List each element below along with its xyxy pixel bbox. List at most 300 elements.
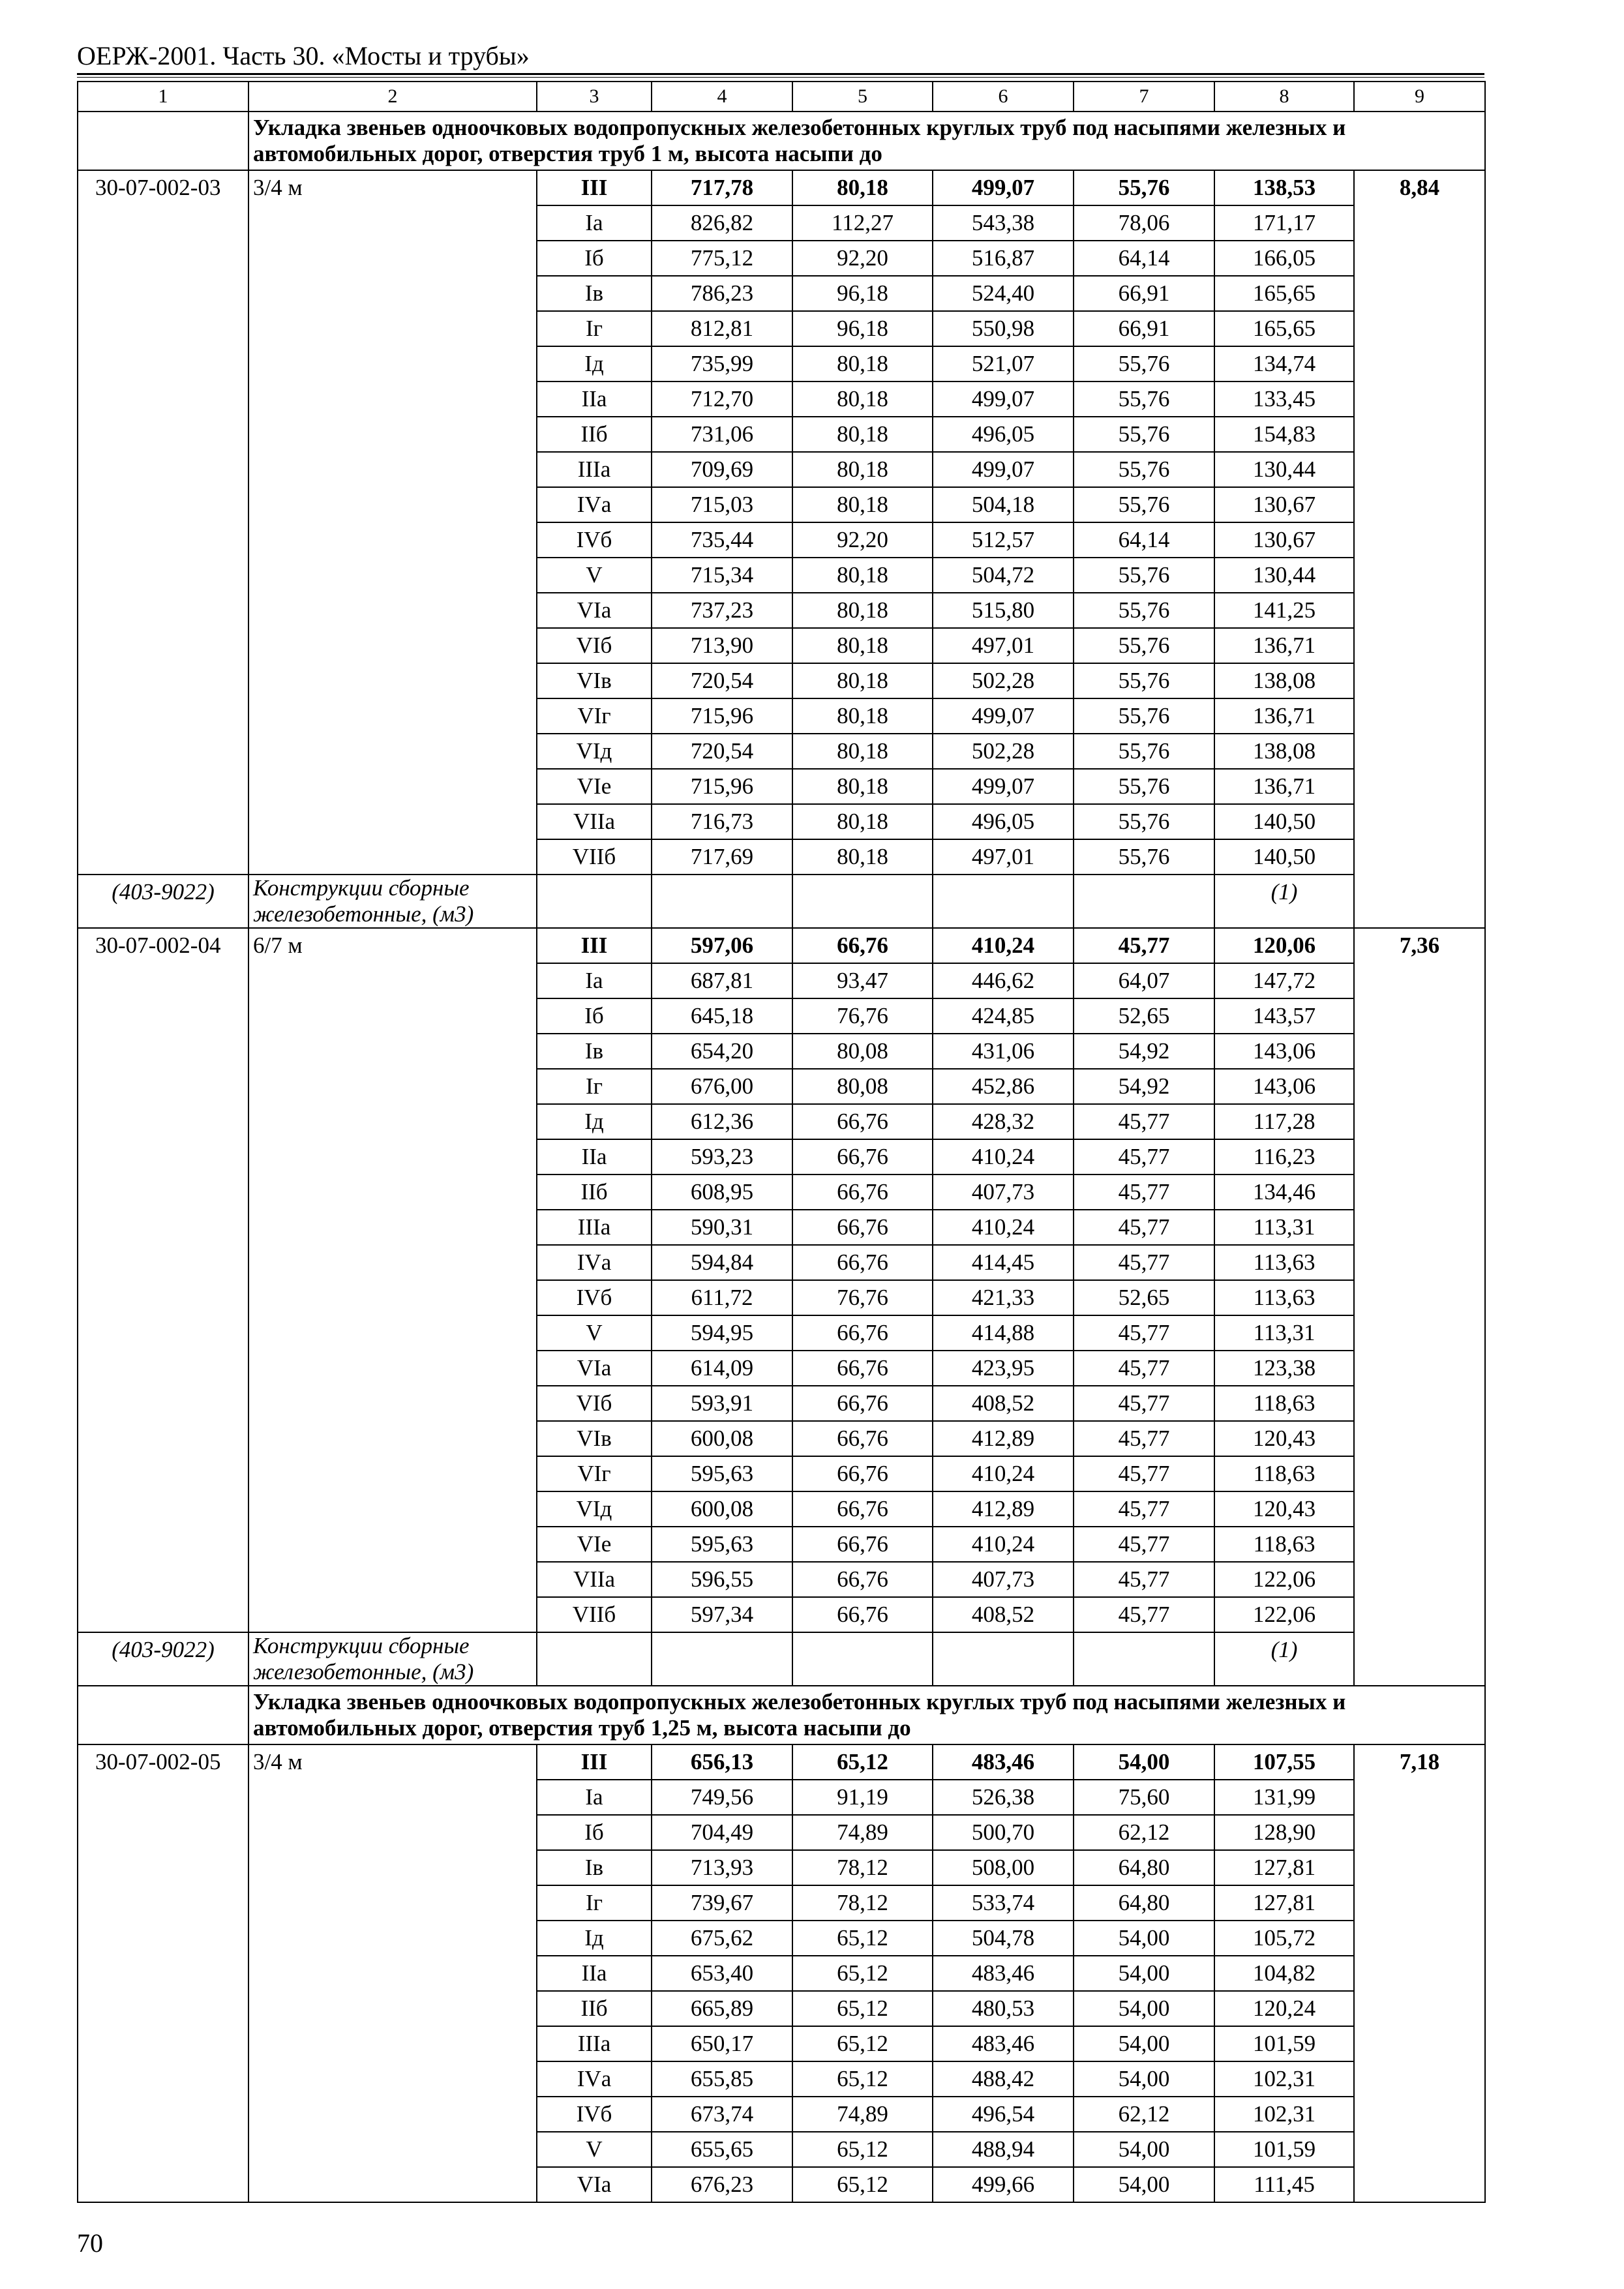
rate-value: 140,50	[1214, 804, 1354, 839]
rate-value: 590,31	[652, 1210, 792, 1245]
blank-cell	[78, 1686, 248, 1744]
rate-value: 504,78	[933, 1921, 1074, 1956]
rate-value: 786,23	[652, 276, 792, 311]
climate-zone: Iг	[537, 1069, 652, 1104]
rate-value: 165,65	[1214, 311, 1354, 346]
rate-value: 550,98	[933, 311, 1074, 346]
rate-value: 75,60	[1074, 1780, 1214, 1815]
rate-value: 80,18	[792, 382, 933, 417]
rate-value: 45,77	[1074, 1210, 1214, 1245]
climate-zone: V	[537, 2132, 652, 2167]
rate-value: 500,70	[933, 1815, 1074, 1850]
empty-cell	[792, 1632, 933, 1686]
rate-value: 138,53	[1214, 170, 1354, 205]
rate-value: 483,46	[933, 1744, 1074, 1780]
rate-value: 655,85	[652, 2061, 792, 2097]
construction-quantity: (1)	[1214, 1632, 1354, 1686]
rate-value: 55,76	[1074, 170, 1214, 205]
rate-value: 64,07	[1074, 963, 1214, 998]
page-number: 70	[77, 2228, 103, 2258]
rate-value: 502,28	[933, 734, 1074, 769]
climate-zone: III	[537, 928, 652, 963]
rate-value: 130,67	[1214, 522, 1354, 558]
rate-value: 64,14	[1074, 522, 1214, 558]
rate-value: 715,96	[652, 698, 792, 734]
rate-value: 452,86	[933, 1069, 1074, 1104]
rate-value: 138,08	[1214, 734, 1354, 769]
rate-value: 502,28	[933, 663, 1074, 698]
rate-value: 136,71	[1214, 769, 1354, 804]
rate-value: 54,92	[1074, 1069, 1214, 1104]
climate-zone: IIIа	[537, 452, 652, 487]
rate-value: 504,72	[933, 558, 1074, 593]
rate-value: 614,09	[652, 1351, 792, 1386]
rate-value: 65,12	[792, 1921, 933, 1956]
rate-value: 499,07	[933, 382, 1074, 417]
climate-zone: Iг	[537, 311, 652, 346]
column-number: 4	[652, 82, 792, 112]
rate-value: 410,24	[933, 1210, 1074, 1245]
climate-zone: Iб	[537, 998, 652, 1034]
rate-value: 55,76	[1074, 804, 1214, 839]
rate-value: 431,06	[933, 1034, 1074, 1069]
climate-zone: Iд	[537, 1104, 652, 1139]
rate-value: 113,31	[1214, 1210, 1354, 1245]
rate-value: 166,05	[1214, 241, 1354, 276]
rate-value: 116,23	[1214, 1139, 1354, 1174]
rate-value: 120,06	[1214, 928, 1354, 963]
labor-value: 7,36	[1354, 928, 1485, 1686]
rate-value: 54,00	[1074, 2167, 1214, 2202]
rate-value: 521,07	[933, 346, 1074, 382]
climate-zone: IVа	[537, 487, 652, 522]
rate-value: 165,65	[1214, 276, 1354, 311]
climate-zone: VIг	[537, 1456, 652, 1491]
rate-value: 138,08	[1214, 663, 1354, 698]
rate-value: 133,45	[1214, 382, 1354, 417]
rate-value: 55,76	[1074, 663, 1214, 698]
rate-value: 715,96	[652, 769, 792, 804]
rate-value: 595,63	[652, 1527, 792, 1562]
rate-value: 645,18	[652, 998, 792, 1034]
climate-zone: Iб	[537, 241, 652, 276]
rate-value: 499,66	[933, 2167, 1074, 2202]
rate-value: 687,81	[652, 963, 792, 998]
rate-value: 676,00	[652, 1069, 792, 1104]
rate-value: 499,07	[933, 769, 1074, 804]
rate-value: 497,01	[933, 628, 1074, 663]
rate-value: 136,71	[1214, 628, 1354, 663]
rate-value: 499,07	[933, 170, 1074, 205]
rate-value: 716,73	[652, 804, 792, 839]
rate-value: 410,24	[933, 1139, 1074, 1174]
rate-value: 128,90	[1214, 1815, 1354, 1850]
climate-zone: Iд	[537, 346, 652, 382]
rate-value: 45,77	[1074, 1527, 1214, 1562]
rate-value: 499,07	[933, 698, 1074, 734]
project-reference: (403-9022)	[78, 875, 248, 928]
climate-zone: VIIб	[537, 839, 652, 875]
climate-zone: VIе	[537, 769, 652, 804]
rate-value: 600,08	[652, 1421, 792, 1456]
page-header: ОЕРЖ-2001. Часть 30. «Мосты и трубы»	[77, 41, 530, 70]
rate-value: 52,65	[1074, 998, 1214, 1034]
rate-value: 118,63	[1214, 1527, 1354, 1562]
rate-value: 55,76	[1074, 628, 1214, 663]
rate-value: 102,31	[1214, 2061, 1354, 2097]
climate-zone: VIе	[537, 1527, 652, 1562]
rate-value: 446,62	[933, 963, 1074, 998]
rate-value: 141,25	[1214, 593, 1354, 628]
rate-value: 715,03	[652, 487, 792, 522]
empty-cell	[652, 875, 792, 928]
rate-value: 66,76	[792, 1386, 933, 1421]
rate-value: 66,76	[792, 1139, 933, 1174]
rate-value: 130,67	[1214, 487, 1354, 522]
rate-value: 78,06	[1074, 205, 1214, 241]
climate-zone: VIа	[537, 2167, 652, 2202]
construction-label: Конструкции сборные железобетонные, (м3)	[248, 1632, 537, 1686]
rate-value: 136,71	[1214, 698, 1354, 734]
rate-value: 55,76	[1074, 417, 1214, 452]
rate-value: 650,17	[652, 2026, 792, 2061]
rate-value: 66,76	[792, 1315, 933, 1351]
column-number: 7	[1074, 82, 1214, 112]
climate-zone: IIа	[537, 1956, 652, 1991]
header-rule	[77, 73, 1484, 75]
rate-value: 826,82	[652, 205, 792, 241]
rate-value: 673,74	[652, 2097, 792, 2132]
embankment-height: 3/4 м	[248, 170, 537, 875]
rate-value: 66,76	[792, 1527, 933, 1562]
rate-value: 120,43	[1214, 1491, 1354, 1527]
rate-value: 488,94	[933, 2132, 1074, 2167]
header-rule-thin	[77, 77, 1484, 78]
rate-value: 80,08	[792, 1069, 933, 1104]
rate-value: 424,85	[933, 998, 1074, 1034]
rate-value: 66,76	[792, 1456, 933, 1491]
rate-value: 80,18	[792, 593, 933, 628]
rate-value: 117,28	[1214, 1104, 1354, 1139]
climate-zone: VIд	[537, 734, 652, 769]
climate-zone: V	[537, 1315, 652, 1351]
rate-value: 80,18	[792, 663, 933, 698]
rate-value: 112,27	[792, 205, 933, 241]
rate-value: 45,77	[1074, 928, 1214, 963]
rate-value: 140,50	[1214, 839, 1354, 875]
rate-value: 96,18	[792, 311, 933, 346]
rate-code: 30-07-002-03	[78, 170, 248, 875]
climate-zone: IVб	[537, 1280, 652, 1315]
blank-cell	[78, 112, 248, 170]
rate-value: 65,12	[792, 2061, 933, 2097]
section-title: Укладка звеньев одноочковых водопропускных железобетонных круглых труб под насыпями железных и автомобильных дорог, отверстия труб 1,25 м, высота насыпи до	[248, 1686, 1485, 1744]
rate-value: 408,52	[933, 1597, 1074, 1632]
column-number: 3	[537, 82, 652, 112]
rate-value: 134,74	[1214, 346, 1354, 382]
climate-zone: Iд	[537, 1921, 652, 1956]
rate-value: 496,05	[933, 417, 1074, 452]
rate-value: 597,34	[652, 1597, 792, 1632]
rate-value: 54,00	[1074, 1956, 1214, 1991]
rate-value: 62,12	[1074, 1815, 1214, 1850]
rate-value: 76,76	[792, 998, 933, 1034]
empty-cell	[933, 875, 1074, 928]
rate-value: 713,93	[652, 1850, 792, 1885]
rate-value: 55,76	[1074, 487, 1214, 522]
rate-value: 130,44	[1214, 452, 1354, 487]
rate-value: 483,46	[933, 2026, 1074, 2061]
table-row	[78, 170, 1485, 205]
rate-value: 704,49	[652, 1815, 792, 1850]
rate-value: 154,83	[1214, 417, 1354, 452]
rate-value: 91,19	[792, 1780, 933, 1815]
rate-value: 45,77	[1074, 1421, 1214, 1456]
climate-zone: IVб	[537, 2097, 652, 2132]
rate-value: 412,89	[933, 1421, 1074, 1456]
rate-value: 45,77	[1074, 1351, 1214, 1386]
climate-zone: III	[537, 170, 652, 205]
rate-value: 45,77	[1074, 1315, 1214, 1351]
rate-value: 127,81	[1214, 1850, 1354, 1885]
rate-value: 66,76	[792, 1174, 933, 1210]
rate-value: 713,90	[652, 628, 792, 663]
rate-value: 54,00	[1074, 1744, 1214, 1780]
rate-value: 93,47	[792, 963, 933, 998]
empty-cell	[1074, 1632, 1214, 1686]
rate-value: 715,34	[652, 558, 792, 593]
rate-value: 80,18	[792, 452, 933, 487]
rate-value: 65,12	[792, 2132, 933, 2167]
rate-value: 66,76	[792, 928, 933, 963]
rate-value: 524,40	[933, 276, 1074, 311]
climate-zone: IIIа	[537, 2026, 652, 2061]
rate-value: 65,12	[792, 1991, 933, 2026]
column-number: 1	[78, 82, 248, 112]
climate-zone: VIв	[537, 1421, 652, 1456]
climate-zone: Iв	[537, 276, 652, 311]
rate-value: 55,76	[1074, 558, 1214, 593]
rate-value: 122,06	[1214, 1597, 1354, 1632]
empty-cell	[792, 875, 933, 928]
rate-value: 593,91	[652, 1386, 792, 1421]
rate-value: 66,76	[792, 1210, 933, 1245]
rate-value: 54,00	[1074, 2026, 1214, 2061]
rate-code: 30-07-002-04	[78, 928, 248, 1632]
embankment-height: 3/4 м	[248, 1744, 537, 2202]
rate-value: 54,00	[1074, 1921, 1214, 1956]
rate-value: 171,17	[1214, 205, 1354, 241]
rate-value: 92,20	[792, 241, 933, 276]
climate-zone: IIб	[537, 1991, 652, 2026]
climate-zone: Iа	[537, 1780, 652, 1815]
rate-value: 596,55	[652, 1562, 792, 1597]
rate-value: 55,76	[1074, 839, 1214, 875]
rate-value: 66,76	[792, 1104, 933, 1139]
climate-zone: VIб	[537, 1386, 652, 1421]
rate-value: 496,54	[933, 2097, 1074, 2132]
climate-zone: IIб	[537, 417, 652, 452]
rate-value: 45,77	[1074, 1174, 1214, 1210]
rate-value: 45,77	[1074, 1104, 1214, 1139]
rate-value: 80,18	[792, 487, 933, 522]
rate-value: 96,18	[792, 276, 933, 311]
empty-cell	[652, 1632, 792, 1686]
rate-value: 675,62	[652, 1921, 792, 1956]
rate-value: 45,77	[1074, 1562, 1214, 1597]
climate-zone: VIд	[537, 1491, 652, 1527]
rate-value: 54,00	[1074, 1991, 1214, 2026]
rate-value: 533,74	[933, 1885, 1074, 1921]
column-number-row	[78, 82, 1485, 112]
rate-value: 76,76	[792, 1280, 933, 1315]
climate-zone: Iв	[537, 1850, 652, 1885]
rate-value: 611,72	[652, 1280, 792, 1315]
column-number: 6	[933, 82, 1074, 112]
rate-value: 508,00	[933, 1850, 1074, 1885]
climate-zone: Iг	[537, 1885, 652, 1921]
rate-value: 665,89	[652, 1991, 792, 2026]
rate-value: 608,95	[652, 1174, 792, 1210]
labor-value: 8,84	[1354, 170, 1485, 928]
rate-value: 80,08	[792, 1034, 933, 1069]
rate-value: 526,38	[933, 1780, 1074, 1815]
empty-cell	[537, 875, 652, 928]
rate-value: 74,89	[792, 2097, 933, 2132]
rate-value: 414,45	[933, 1245, 1074, 1280]
rate-value: 66,91	[1074, 311, 1214, 346]
table-row	[78, 928, 1485, 963]
climate-zone: IIIа	[537, 1210, 652, 1245]
rate-value: 120,43	[1214, 1421, 1354, 1456]
rate-value: 720,54	[652, 663, 792, 698]
rate-value: 55,76	[1074, 734, 1214, 769]
rate-value: 80,18	[792, 734, 933, 769]
rate-value: 775,12	[652, 241, 792, 276]
section-title: Укладка звеньев одноочковых водопропускных железобетонных круглых труб под насыпями железных и автомобильных дорог, отверстия труб 1 м, высота насыпи до	[248, 112, 1485, 170]
rate-value: 735,44	[652, 522, 792, 558]
rate-value: 74,89	[792, 1815, 933, 1850]
rate-value: 105,72	[1214, 1921, 1354, 1956]
rate-value: 64,80	[1074, 1885, 1214, 1921]
rate-value: 749,56	[652, 1780, 792, 1815]
rate-value: 65,12	[792, 1744, 933, 1780]
rate-value: 131,99	[1214, 1780, 1354, 1815]
rate-value: 101,59	[1214, 2026, 1354, 2061]
construction-label: Конструкции сборные железобетонные, (м3)	[248, 875, 537, 928]
rate-value: 134,46	[1214, 1174, 1354, 1210]
rate-value: 410,24	[933, 1527, 1074, 1562]
rate-value: 111,45	[1214, 2167, 1354, 2202]
rate-value: 120,24	[1214, 1991, 1354, 2026]
rate-value: 62,12	[1074, 2097, 1214, 2132]
rate-value: 428,32	[933, 1104, 1074, 1139]
construction-row	[78, 1632, 1485, 1686]
rate-value: 720,54	[652, 734, 792, 769]
rate-value: 66,76	[792, 1421, 933, 1456]
rate-value: 412,89	[933, 1491, 1074, 1527]
rate-value: 717,69	[652, 839, 792, 875]
rate-value: 595,63	[652, 1456, 792, 1491]
climate-zone: IVа	[537, 2061, 652, 2097]
construction-quantity: (1)	[1214, 875, 1354, 928]
rate-value: 737,23	[652, 593, 792, 628]
rate-value: 65,12	[792, 1956, 933, 1991]
climate-zone: V	[537, 558, 652, 593]
rate-value: 54,00	[1074, 2061, 1214, 2097]
rate-value: 55,76	[1074, 698, 1214, 734]
rate-value: 408,52	[933, 1386, 1074, 1421]
rate-value: 66,76	[792, 1491, 933, 1527]
rate-value: 410,24	[933, 1456, 1074, 1491]
rate-value: 543,38	[933, 205, 1074, 241]
rate-value: 55,76	[1074, 346, 1214, 382]
column-number: 2	[248, 82, 537, 112]
rate-value: 512,57	[933, 522, 1074, 558]
rate-value: 65,12	[792, 2167, 933, 2202]
rate-value: 600,08	[652, 1491, 792, 1527]
climate-zone: Iв	[537, 1034, 652, 1069]
climate-zone: IIа	[537, 382, 652, 417]
rate-value: 92,20	[792, 522, 933, 558]
rate-value: 80,18	[792, 804, 933, 839]
rate-value: 54,92	[1074, 1034, 1214, 1069]
project-reference: (403-9022)	[78, 1632, 248, 1686]
rate-value: 499,07	[933, 452, 1074, 487]
rate-value: 54,00	[1074, 2132, 1214, 2167]
rate-value: 80,18	[792, 698, 933, 734]
rate-value: 80,18	[792, 769, 933, 804]
rate-value: 143,06	[1214, 1069, 1354, 1104]
rate-value: 497,01	[933, 839, 1074, 875]
climate-zone: VIIб	[537, 1597, 652, 1632]
rate-value: 52,65	[1074, 1280, 1214, 1315]
rate-value: 709,69	[652, 452, 792, 487]
rate-value: 113,31	[1214, 1315, 1354, 1351]
section-header-row	[78, 1686, 1485, 1744]
rate-value: 80,18	[792, 346, 933, 382]
rate-value: 80,18	[792, 417, 933, 452]
rate-value: 123,38	[1214, 1351, 1354, 1386]
rate-value: 122,06	[1214, 1562, 1354, 1597]
rate-value: 731,06	[652, 417, 792, 452]
climate-zone: VIа	[537, 593, 652, 628]
rate-value: 55,76	[1074, 452, 1214, 487]
rate-value: 80,18	[792, 628, 933, 663]
rate-value: 66,76	[792, 1245, 933, 1280]
rate-value: 655,65	[652, 2132, 792, 2167]
rate-value: 143,06	[1214, 1034, 1354, 1069]
rate-value: 45,77	[1074, 1139, 1214, 1174]
rate-value: 45,77	[1074, 1245, 1214, 1280]
rate-value: 143,57	[1214, 998, 1354, 1034]
empty-cell	[933, 1632, 1074, 1686]
section-header-row	[78, 112, 1485, 170]
rate-value: 55,76	[1074, 769, 1214, 804]
climate-zone: Iб	[537, 1815, 652, 1850]
climate-zone: IVб	[537, 522, 652, 558]
rate-value: 45,77	[1074, 1491, 1214, 1527]
rate-value: 55,76	[1074, 593, 1214, 628]
rate-value: 597,06	[652, 928, 792, 963]
rate-value: 45,77	[1074, 1597, 1214, 1632]
column-number: 9	[1354, 82, 1485, 112]
construction-row	[78, 875, 1485, 928]
rate-value: 717,78	[652, 170, 792, 205]
rate-value: 113,63	[1214, 1280, 1354, 1315]
climate-zone: Iа	[537, 205, 652, 241]
rate-value: 504,18	[933, 487, 1074, 522]
